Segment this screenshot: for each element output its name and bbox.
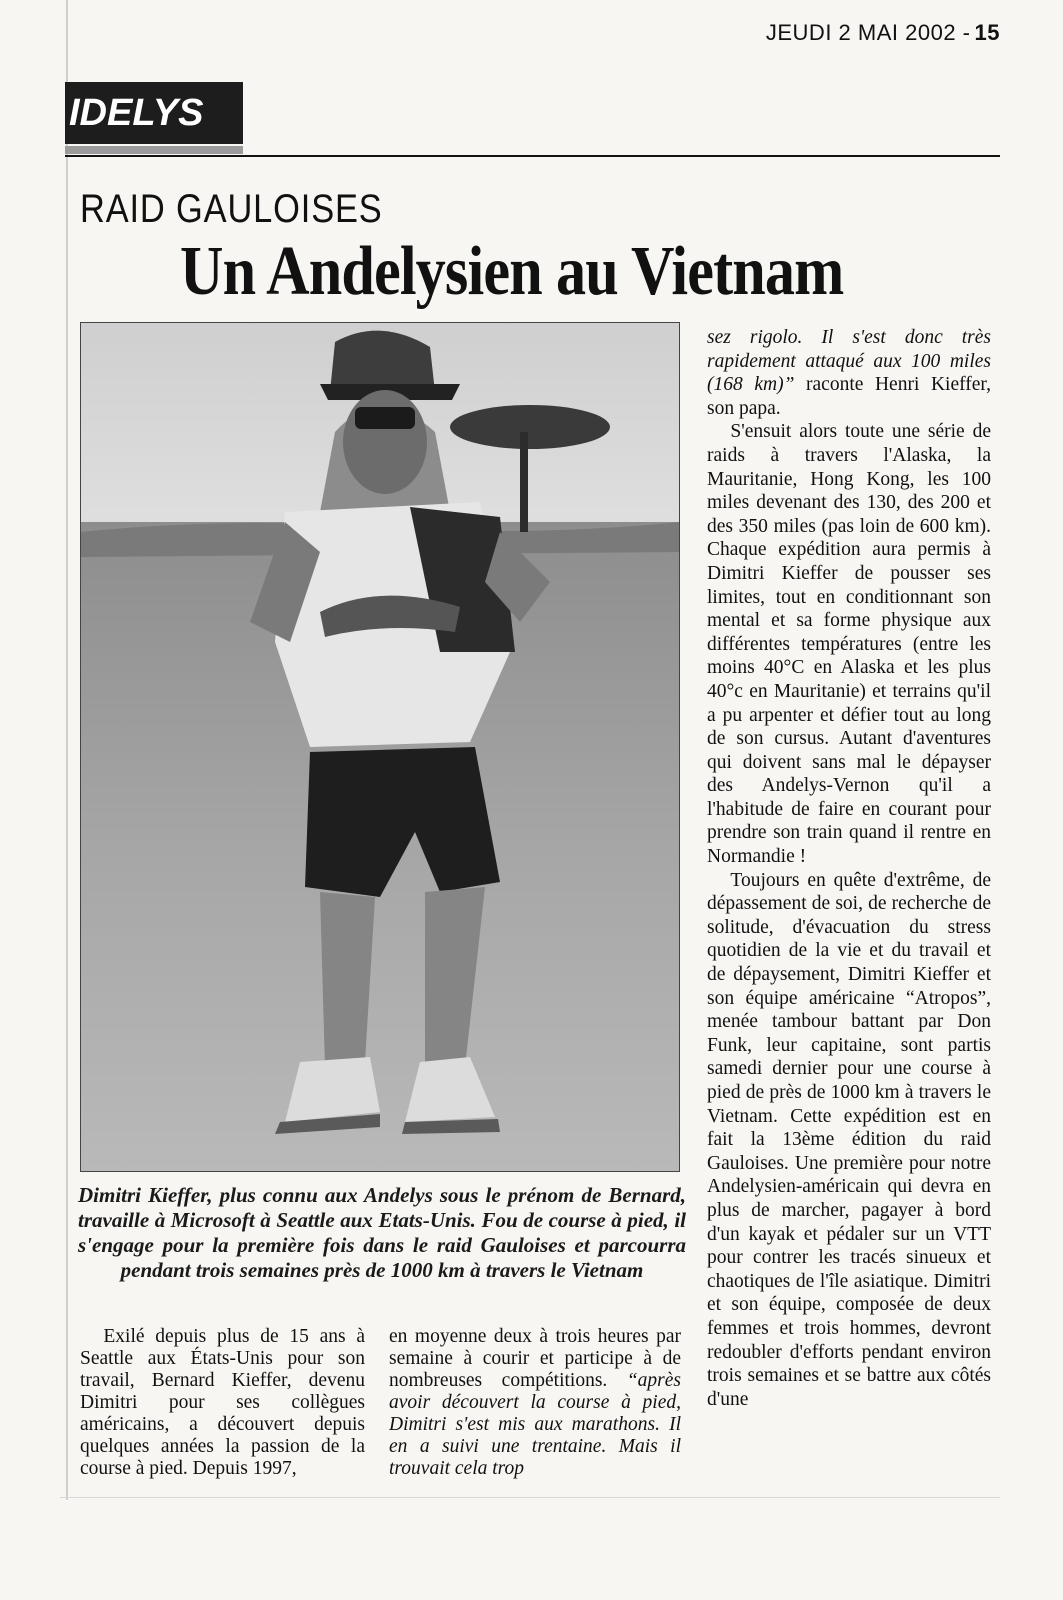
article-headline: Un Andelysien au Vietnam: [180, 233, 844, 310]
column-3-opening: [707, 326, 991, 420]
page-number: 15: [974, 20, 1000, 45]
column-3-quote-attribution: raconte Henri Kieffer, son papa.: [707, 374, 991, 419]
dateline: [700, 20, 1000, 46]
column-3-paragraph-2: S'ensuit alors toute une série de raids à travers l'Alaska, la Mauritanie, Hong Kong, les 100 miles devenant des 130, des 200 et des 350 miles (pas loin de 600 km). Chaque expédition aura permis à Dimitri Kieffer de pousser ses limites, tout en conditionnant son mental et sa forme physique aux différentes températures (entre les moins 40°C en Alaska et les plus 40°c en Mauritanie) et terrains qu'il a pu arpenter et défier tout au long de son cursus. Autant d'aventures qui doivent sans mal le dépayser des Andelys-Vernon qu'il a l'habitude de faire en courant pour prendre son train quand il rentre en Normandie !: [707, 421, 991, 868]
column-3-quote: sez rigolo. Il s'est donc très rapidement attaqué aux 100 miles (168 km)”: [707, 327, 991, 396]
column-2-lead: en moyenne deux à trois heures par semaine à courir et participe à de nombreuses compétitions.: [389, 1326, 681, 1391]
column-2-text: [389, 1326, 681, 1480]
column-1: [80, 1326, 365, 1496]
column-2-quote: “après avoir découvert la course à pied, Dimitri s'est mis aux marathons. Il en a suivi une trentaine. Mais il trouvait cela trop: [389, 1370, 681, 1479]
article-kicker: RAID GAULOISES: [80, 187, 383, 231]
column-3: [707, 326, 991, 1496]
issue-date: JEUDI 2 MAI 2002 -: [765, 20, 971, 45]
article-photo: [80, 322, 680, 1172]
section-shade: [65, 146, 243, 154]
column-1-text: Exilé depuis plus de 15 ans à Seattle aux États-Unis pour son travail, Bernard Kieffer, devenu Dimitri pour ses collègues américains, a découvert depuis quelques années la passion de la course à pied. Depuis 1997,: [80, 1326, 365, 1479]
photo-caption: Dimitri Kieffer, plus connu aux Andelys sous le prénom de Bernard, travaille à Microsoft à Seattle aux Etats-Unis. Fou de course à pied, il s'engage pour la première fois dans le raid Gauloises et parcourra pendant trois semaines près de 1000 km à travers le Vietnam: [78, 1183, 686, 1282]
page-fold-line: [66, 0, 68, 1500]
clipping-bottom-edge: [60, 1497, 1000, 1498]
section-rule: [65, 155, 1000, 157]
section-tab: IDELYS: [65, 82, 243, 144]
column-2: [389, 1326, 681, 1496]
column-3-paragraph-3: Toujours en quête d'extrême, de dépassement de soi, de recherche de solitude, d'évacuation du stress quotidien de la vie et du travail et de dépaysement, Dimitri Kieffer et son équipe américaine “Atropos”, menée tambour battant par Don Funk, leur capitaine, sont partis samedi dernier pour une course à pied de près de 1000 km à travers le Vietnam. Cette expédition est en fait la 13ème édition du raid Gauloises. Une première pour notre Andelysien-américain qui devra en plus de marcher, pagayer à bord d'un kayak et pédaler sur un VTT pour contrer les tracés sinueux et chaotiques de l'île asiatique. Dimitri et son équipe, composée de deux femmes et trois hommes, devront redoubler d'efforts pendant environ trois semaines et se battre aux côtés d'une: [707, 869, 991, 1410]
